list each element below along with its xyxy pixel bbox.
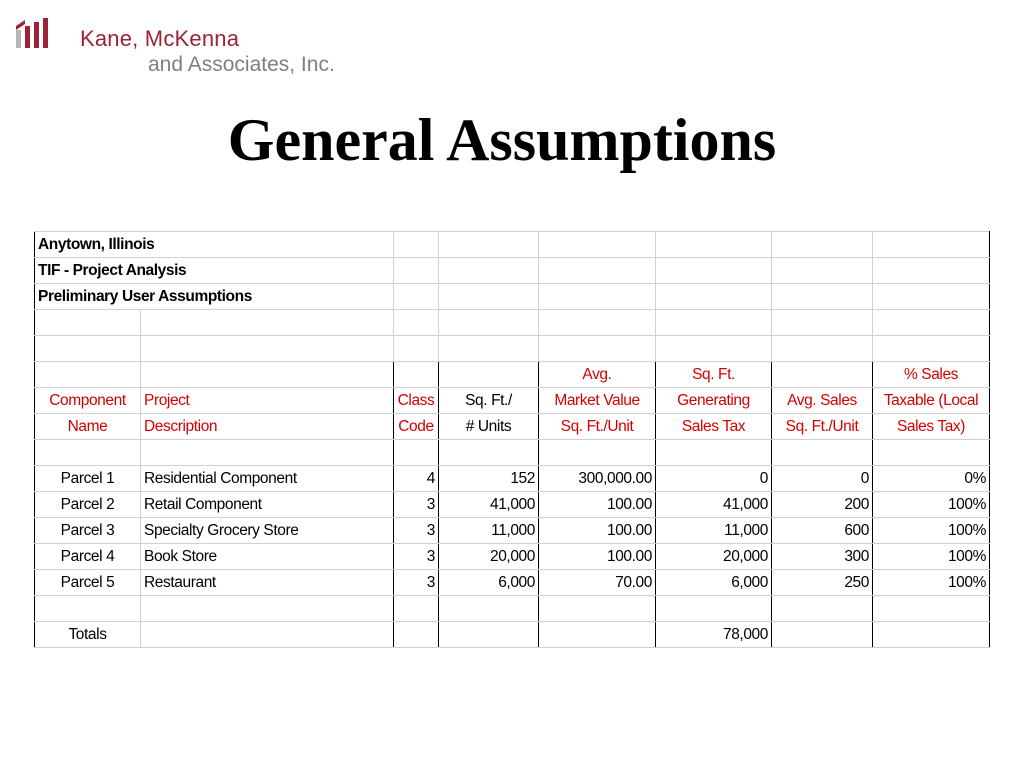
header-name: Name [35,414,141,440]
totals-row [35,622,990,648]
pct-taxable-cell: 0% [873,466,990,492]
project-description-cell: Restaurant [141,570,394,596]
pct-taxable-cell: 100% [873,570,990,596]
assumptions-table [34,231,990,648]
header-sqft-unit: Sq. Ft./Unit [539,414,656,440]
parcel-name-cell: Parcel 3 [35,518,141,544]
header-description: Description [141,414,394,440]
sqft-generating-cell: 6,000 [656,570,772,596]
header-cell [772,362,873,388]
market-value-cell: 300,000.00 [539,466,656,492]
sheet-title-row [35,284,990,310]
parcel-name-cell: Parcel 4 [35,544,141,570]
market-value-cell: 100.00 [539,492,656,518]
sqft-units-cell: 6,000 [439,570,539,596]
header-sales-tax: Sales Tax [656,414,772,440]
market-value-cell: 100.00 [539,544,656,570]
header-market-value: Market Value [539,388,656,414]
avg-sales-cell: 300 [772,544,873,570]
avg-sales-cell: 250 [772,570,873,596]
sqft-units-cell: 41,000 [439,492,539,518]
class-code-cell: 3 [394,544,439,570]
class-code-cell: 3 [394,570,439,596]
header-avg-sales: Avg. Sales [772,388,873,414]
sqft-units-cell: 11,000 [439,518,539,544]
header-cell [35,362,141,388]
sheet-title-assumptions: Preliminary User Assumptions [35,284,394,310]
header-pct-sales: % Sales [873,362,990,388]
table-row [35,518,990,544]
header-row-3 [35,414,990,440]
header-component: Component [35,388,141,414]
header-code: Code [394,414,439,440]
header-generating: Generating [656,388,772,414]
parcel-name-cell: Parcel 5 [35,570,141,596]
sheet-title-location: Anytown, Illinois [35,232,394,258]
table-row [35,466,990,492]
parcel-name-cell: Parcel 2 [35,492,141,518]
project-description-cell: Specialty Grocery Store [141,518,394,544]
sqft-units-cell: 152 [439,466,539,492]
sheet-title-row [35,258,990,284]
header-cell [439,362,539,388]
table-row [35,492,990,518]
sqft-generating-cell: 41,000 [656,492,772,518]
totals-sqft-generating: 78,000 [656,622,772,648]
totals-label: Totals [35,622,141,648]
blank-row [35,440,990,466]
company-name-suffix: and Associates, Inc. [148,53,335,76]
market-value-cell: 100.00 [539,518,656,544]
sqft-generating-cell: 11,000 [656,518,772,544]
bar-logo-icon [16,18,48,50]
header-cell [141,362,394,388]
header-sales-tax-local: Sales Tax) [873,414,990,440]
header-sqft-per: Sq. Ft./ [439,388,539,414]
table-row [35,570,990,596]
class-code-cell: 3 [394,492,439,518]
header-units: # Units [439,414,539,440]
header-row-1 [35,362,990,388]
sheet-title-row [35,232,990,258]
pct-taxable-cell: 100% [873,544,990,570]
sheet-title-analysis: TIF - Project Analysis [35,258,394,284]
avg-sales-cell: 600 [772,518,873,544]
company-logo [16,16,376,80]
blank-row [35,596,990,622]
sqft-units-cell: 20,000 [439,544,539,570]
header-avg: Avg. [539,362,656,388]
header-row-2 [35,388,990,414]
project-description-cell: Book Store [141,544,394,570]
parcel-name-cell: Parcel 1 [35,466,141,492]
avg-sales-cell: 200 [772,492,873,518]
header-cell [394,362,439,388]
sqft-generating-cell: 20,000 [656,544,772,570]
header-taxable: Taxable (Local [873,388,990,414]
table-row [35,544,990,570]
avg-sales-cell: 0 [772,466,873,492]
slide-title: General Assumptions [227,107,777,173]
pct-taxable-cell: 100% [873,518,990,544]
blank-row [35,336,990,362]
header-class: Class [394,388,439,414]
pct-taxable-cell: 100% [873,492,990,518]
header-project: Project [141,388,394,414]
market-value-cell: 70.00 [539,570,656,596]
sqft-generating-cell: 0 [656,466,772,492]
blank-row [35,310,990,336]
class-code-cell: 4 [394,466,439,492]
class-code-cell: 3 [394,518,439,544]
company-name: Kane, McKenna [80,26,240,51]
header-sqft: Sq. Ft. [656,362,772,388]
project-description-cell: Residential Component [141,466,394,492]
project-description-cell: Retail Component [141,492,394,518]
header-sales-sqft-unit: Sq. Ft./Unit [772,414,873,440]
